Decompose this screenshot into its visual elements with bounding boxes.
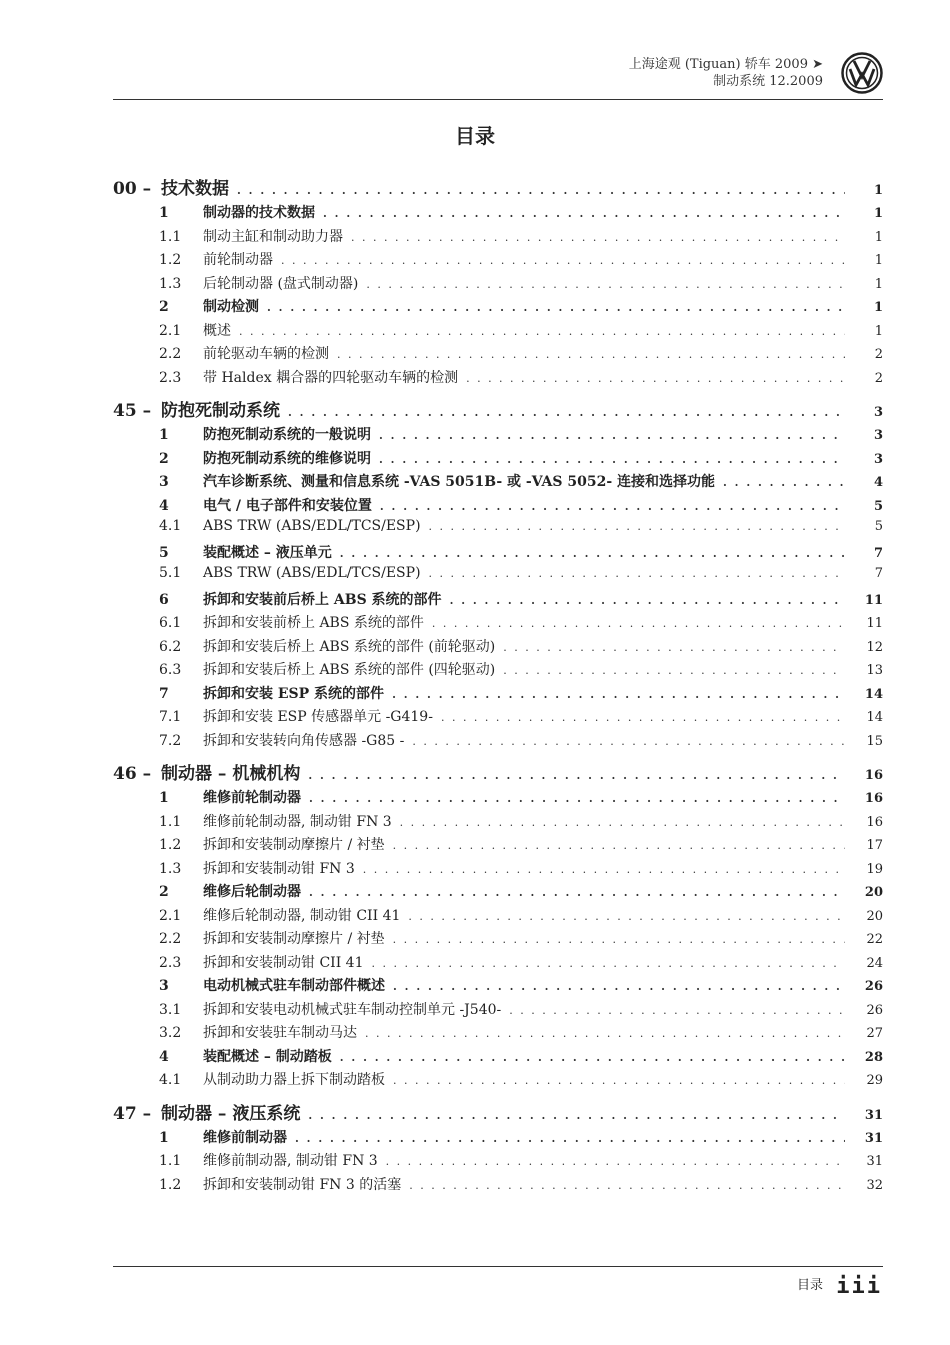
dot-leader (309, 792, 845, 805)
toc-entry[interactable] (113, 787, 883, 811)
toc-chapter[interactable] (113, 174, 883, 202)
toc-title: 拆卸和安装前桥上 ABS 系统的部件 (203, 615, 424, 631)
toc-page-number: 3 (873, 405, 883, 420)
dot-leader (308, 769, 845, 782)
toc-title: 维修前轮制动器, 制动钳 FN 3 (203, 813, 392, 830)
toc-entry[interactable] (113, 659, 883, 683)
toc-entry[interactable] (113, 448, 883, 472)
toc-title: 技术数据 (161, 179, 229, 199)
toc-page-number: 14 (866, 710, 883, 725)
dot-leader (379, 429, 845, 442)
toc-number: 2 (159, 299, 169, 315)
toc-page-number: 12 (866, 639, 883, 655)
toc-number: 2 (159, 450, 169, 467)
toc-page-number: 13 (866, 663, 883, 678)
toc-entry[interactable] (113, 928, 883, 952)
toc-title: 防抱死制动系统的维修说明 (203, 450, 371, 467)
toc-page-number: 14 (864, 686, 883, 702)
toc-page-number: 2 (874, 370, 883, 386)
toc-entry[interactable] (113, 343, 883, 367)
toc-entry[interactable] (113, 1127, 883, 1151)
toc-number: 4.1 (159, 518, 182, 534)
toc-page-number: 16 (864, 768, 883, 783)
dot-leader (380, 500, 845, 513)
toc-title: 前轮制动器 (203, 252, 273, 268)
toc-entry[interactable] (113, 834, 883, 858)
toc-page-number: 7 (873, 545, 883, 561)
toc-entry[interactable] (113, 296, 883, 320)
toc-title: ABS TRW (ABS/EDL/TCS/ESP) (203, 518, 421, 534)
dot-leader (239, 325, 845, 338)
toc-entry[interactable] (113, 612, 883, 636)
toc-page-number: 3 (873, 428, 883, 443)
toc-number: 3.2 (159, 1025, 182, 1041)
toc-title: 拆卸和安装制动钳 FN 3 (203, 860, 355, 877)
toc-title: 拆卸和安装后桥上 ABS 系统的部件 (前轮驱动) (203, 638, 496, 655)
dot-leader (393, 1074, 845, 1087)
table-of-contents (113, 170, 883, 1197)
toc-number: 1 (159, 205, 169, 221)
toc-number: 2.1 (159, 322, 182, 339)
toc-entry[interactable] (113, 905, 883, 929)
toc-title: 拆卸和安装驻车制动马达 (203, 1025, 357, 1041)
header-section: 制动系统 12.2009 (713, 74, 823, 89)
dot-leader (288, 406, 845, 419)
toc-title: 拆卸和安装转向角传感器 -G85 - (203, 732, 405, 749)
toc-entry[interactable] (113, 858, 883, 882)
toc-title: 拆卸和安装制动钳 CII 41 (203, 954, 364, 971)
toc-entry[interactable] (113, 952, 883, 976)
dot-leader (309, 886, 845, 899)
dot-leader (503, 641, 845, 654)
toc-entry[interactable] (113, 226, 883, 250)
toc-page-number: 27 (866, 1026, 883, 1041)
toc-page-number: 31 (864, 1107, 883, 1123)
toc-entry[interactable] (113, 565, 883, 589)
toc-page-number: 2 (874, 347, 883, 362)
toc-number: 3.1 (159, 1001, 182, 1018)
toc-entry[interactable] (113, 471, 883, 495)
header-rule (113, 99, 883, 100)
toc-entry[interactable] (113, 999, 883, 1023)
dot-leader (723, 476, 845, 489)
toc-entry[interactable] (113, 1150, 883, 1174)
toc-title: 拆卸和安装制动摩擦片 / 衬垫 (203, 931, 385, 947)
toc-entry[interactable] (113, 1022, 883, 1046)
toc-title: 拆卸和安装电动机械式驻车制动控制单元 -J540- (203, 1001, 502, 1018)
toc-title: 拆卸和安装制动摩擦片 / 衬垫 (203, 837, 385, 853)
toc-title: ABS TRW (ABS/EDL/TCS/ESP) (203, 565, 421, 581)
toc-title: 电气 / 电子部件和安装位置 (203, 497, 372, 514)
toc-number: 2 (159, 884, 169, 900)
dot-leader (363, 863, 845, 876)
toc-title: 拆卸和安装制动钳 FN 3 的活塞 (203, 1176, 402, 1193)
toc-page-number: 11 (864, 592, 883, 608)
dot-leader (340, 1051, 845, 1064)
toc-number: 1.3 (159, 860, 182, 877)
toc-number: 1.2 (159, 252, 182, 268)
toc-entry[interactable] (113, 367, 883, 391)
toc-entry[interactable] (113, 424, 883, 448)
toc-entry[interactable] (113, 589, 883, 613)
toc-chapter[interactable] (113, 1099, 883, 1127)
dot-leader (503, 664, 845, 677)
toc-entry[interactable] (113, 683, 883, 707)
dot-leader (393, 839, 845, 852)
dot-leader (386, 1155, 845, 1168)
toc-entry[interactable] (113, 975, 883, 999)
toc-title: 制动检测 (203, 299, 259, 315)
toc-number: 3 (159, 978, 169, 994)
dot-leader (393, 933, 845, 946)
toc-page-number: 16 (864, 791, 883, 806)
toc-entry[interactable] (113, 706, 883, 730)
toc-title: 带 Haldex 耦合器的四轮驱动车辆的检测 (203, 369, 459, 386)
toc-title: 维修前制动器, 制动钳 FN 3 (203, 1153, 378, 1169)
toc-page-number: 1 (874, 229, 883, 245)
toc-title: 从制动助力器上拆下制动踏板 (203, 1072, 385, 1088)
footer-rule (113, 1266, 883, 1267)
toc-number: 2.2 (159, 346, 182, 362)
dot-leader (393, 980, 845, 993)
toc-title: 前轮驱动车辆的检测 (203, 346, 329, 362)
toc-number: 1 (159, 427, 169, 443)
toc-number: 1 (159, 790, 169, 806)
footer-page-number: iii (836, 1274, 882, 1299)
toc-entry[interactable] (113, 636, 883, 660)
toc-number: 2.3 (159, 954, 182, 971)
toc-page-number: 1 (873, 183, 883, 198)
toc-chapter[interactable] (113, 759, 883, 787)
dot-leader (450, 594, 845, 607)
toc-page-number: 11 (866, 616, 883, 631)
toc-page-number: 26 (864, 979, 883, 994)
dot-leader (432, 617, 845, 630)
toc-number: 45 – (113, 401, 152, 421)
toc-page-number: 19 (866, 861, 883, 877)
toc-number: 5.1 (159, 565, 182, 581)
toc-page-number: 26 (866, 1002, 883, 1018)
toc-title: 制动器 – 液压系统 (161, 1103, 301, 1124)
toc-title: 制动主缸和制动助力器 (203, 228, 343, 245)
toc-page-number: 29 (866, 1073, 883, 1088)
toc-page-number: 1 (874, 276, 883, 292)
toc-page-number: 1 (873, 300, 883, 315)
toc-number: 00 – (113, 179, 152, 199)
dot-leader (281, 254, 845, 267)
toc-entry[interactable] (113, 730, 883, 754)
toc-entry[interactable] (113, 881, 883, 905)
toc-number: 2.2 (159, 931, 182, 947)
toc-number: 6.1 (159, 615, 182, 631)
dot-leader (366, 278, 845, 291)
page-header (113, 52, 883, 100)
dot-leader (412, 735, 845, 748)
toc-number: 7.1 (159, 709, 182, 725)
dot-leader (308, 1109, 845, 1122)
toc-number: 4 (159, 497, 169, 514)
toc-title: 维修后轮制动器, 制动钳 CII 41 (203, 907, 401, 924)
dot-leader (372, 957, 846, 970)
toc-page-number: 1 (873, 206, 883, 221)
toc-entry[interactable] (113, 1174, 883, 1198)
toc-page-number: 7 (874, 566, 883, 581)
dot-leader (295, 1132, 845, 1145)
toc-title: 拆卸和安装 ESP 系统的部件 (203, 685, 385, 702)
toc-number: 4 (159, 1048, 169, 1065)
toc-entry[interactable] (113, 202, 883, 226)
dot-leader (429, 520, 845, 533)
vw-logo-icon (841, 52, 883, 94)
toc-number: 2.3 (159, 369, 182, 386)
dot-leader (441, 711, 845, 724)
dot-leader (509, 1004, 845, 1017)
toc-title: 概述 (203, 322, 231, 339)
toc-entry[interactable] (113, 542, 883, 566)
toc-title: 制动器的技术数据 (203, 205, 315, 221)
dot-leader (323, 207, 845, 220)
dot-leader (409, 1179, 845, 1192)
toc-page-number: 31 (864, 1130, 883, 1146)
toc-title: 装配概述 – 制动踏板 (203, 1048, 332, 1065)
toc-entry[interactable] (113, 320, 883, 344)
dot-leader (400, 816, 845, 829)
toc-entry[interactable] (113, 249, 883, 273)
toc-number: 1.3 (159, 275, 182, 292)
toc-title: 防抱死制动系统 (161, 401, 280, 421)
toc-number: 1.1 (159, 1153, 182, 1169)
dot-leader (340, 547, 845, 560)
toc-title: 装配概述 – 液压单元 (203, 544, 332, 561)
toc-title: 维修前轮制动器 (203, 790, 301, 806)
toc-number: 2.1 (159, 907, 182, 924)
toc-page-number: 24 (866, 955, 883, 971)
toc-number: 1 (159, 1129, 169, 1146)
dot-leader (365, 1027, 845, 1040)
toc-page-number: 16 (866, 814, 883, 830)
toc-page-number: 5 (873, 498, 883, 514)
toc-entry[interactable] (113, 1046, 883, 1070)
toc-page-number: 22 (866, 932, 883, 947)
toc-number: 7 (159, 685, 169, 702)
dot-leader (379, 453, 845, 466)
header-text (629, 56, 823, 90)
header-model: 上海途观 (Tiguan) 轿车 2009 ➤ (628, 57, 823, 72)
toc-number: 3 (159, 474, 169, 490)
dot-leader (351, 231, 845, 244)
toc-page-number: 20 (864, 885, 883, 900)
toc-title: 维修后轮制动器 (203, 884, 301, 900)
toc-number: 6.3 (159, 662, 182, 678)
toc-entry[interactable] (113, 273, 883, 297)
toc-page-number: 20 (866, 908, 883, 924)
toc-page-number: 32 (866, 1177, 883, 1193)
toc-entry[interactable] (113, 811, 883, 835)
toc-number: 1.2 (159, 1176, 182, 1193)
dot-leader (237, 184, 845, 197)
toc-title: 拆卸和安装前后桥上 ABS 系统的部件 (203, 591, 442, 608)
footer-label: 目录 (796, 1278, 823, 1293)
toc-page-number: 5 (874, 519, 883, 534)
toc-page-number: 1 (874, 323, 883, 339)
toc-page-number: 4 (873, 475, 883, 490)
toc-title: 拆卸和安装后桥上 ABS 系统的部件 (四轮驱动) (203, 662, 496, 678)
toc-page-number: 28 (864, 1049, 883, 1065)
dot-leader (408, 910, 845, 923)
toc-entry[interactable] (113, 1069, 883, 1093)
toc-number: 7.2 (159, 732, 182, 749)
toc-number: 6 (159, 591, 169, 608)
toc-page-number: 31 (866, 1154, 883, 1169)
toc-number: 46 – (113, 764, 152, 784)
toc-page-number: 1 (874, 253, 883, 268)
toc-number: 1.2 (159, 837, 182, 853)
toc-number: 47 – (113, 1103, 152, 1124)
toc-title: 电动机械式驻车制动部件概述 (203, 978, 385, 994)
dot-leader (392, 688, 845, 701)
toc-number: 6.2 (159, 638, 182, 655)
toc-title: 汽车诊断系统、测量和信息系统 -VAS 5051B- 或 -VAS 5052- 连接和选择功能 (203, 474, 716, 490)
dot-leader (337, 348, 845, 361)
toc-number: 4.1 (159, 1072, 182, 1088)
toc-title: 拆卸和安装 ESP 传感器单元 -G419- (203, 709, 433, 725)
dot-leader (429, 567, 845, 580)
toc-page-number: 17 (866, 838, 883, 853)
toc-number: 5 (159, 544, 169, 561)
toc-page-number: 15 (866, 733, 883, 749)
toc-page-number: 3 (873, 451, 883, 467)
page-title: 目录 (455, 124, 495, 148)
dot-leader (466, 372, 845, 385)
toc-chapter[interactable] (113, 396, 883, 424)
dot-leader (267, 301, 845, 314)
toc-number: 1.1 (159, 813, 182, 830)
toc-entry[interactable] (113, 518, 883, 542)
toc-title: 制动器 – 机械机构 (161, 764, 301, 784)
toc-entry[interactable] (113, 495, 883, 519)
toc-number: 1.1 (159, 228, 182, 245)
toc-title: 维修前制动器 (203, 1129, 287, 1146)
toc-title: 后轮制动器 (盘式制动器) (203, 275, 359, 292)
toc-title: 防抱死制动系统的一般说明 (203, 427, 371, 443)
